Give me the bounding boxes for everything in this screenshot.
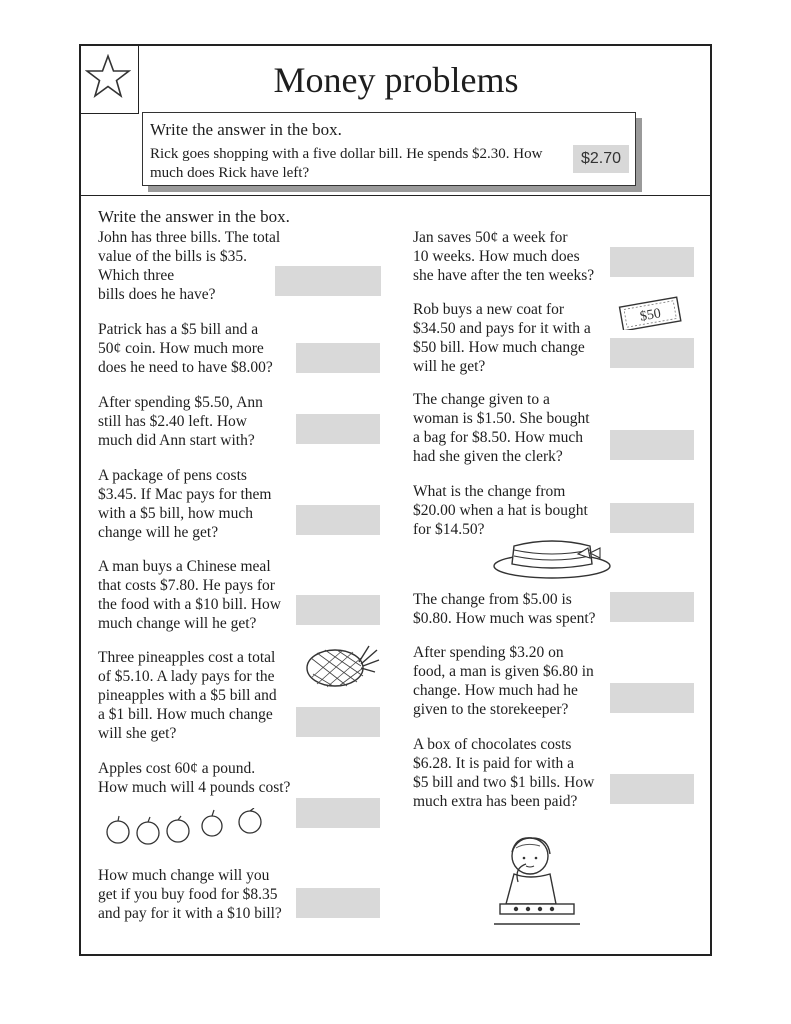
example-question: Rick goes shopping with a five dollar bill. He spends $2.30. How much does Rick have left?: [150, 146, 543, 181]
apples-icon: [104, 808, 270, 846]
answer-box-right-5[interactable]: [610, 592, 694, 622]
section-divider: [79, 195, 712, 196]
question-right-6: After spending $3.20 on food, a man is given $6.80 in change. How much had he given to the storekeeper?: [413, 644, 594, 718]
hat-icon: [490, 536, 614, 582]
answer-box-right-2[interactable]: [610, 338, 694, 368]
fifty-dollar-bill-icon: [617, 296, 683, 330]
question-right-5: The change from $5.00 is $0.80. How much was spent?: [413, 591, 596, 627]
pineapple-icon: [303, 640, 381, 692]
answer-box-right-1[interactable]: [610, 247, 694, 277]
question-left-5: A man buys a Chinese meal that costs $7.80. He pays for the food with a $10 bill. How much change will he get?: [98, 558, 281, 632]
question-left-2: Patrick has a $5 bill and a 50¢ coin. How much more does he need to have $8.00?: [98, 321, 273, 376]
question-left-8: How much change will you get if you buy food for $8.35 and pay for it with a $10 bill?: [98, 867, 282, 922]
answer-box-left-6[interactable]: [296, 707, 380, 737]
bill-label: $50: [638, 306, 663, 325]
question-left-1: John has three bills. The total value of the bills is $35. Which three bills does he have?: [98, 229, 281, 303]
section-instruction: Write the answer in the box.: [98, 207, 290, 226]
example-answer-box: $2.70: [573, 145, 629, 173]
star-corner: [79, 44, 139, 114]
question-right-7: A box of chocolates costs $6.28. It is paid for with a $5 bill and two $1 bills. How much extra has been paid?: [413, 736, 595, 810]
answer-box-left-4[interactable]: [296, 505, 380, 535]
answer-box-left-5[interactable]: [296, 595, 380, 625]
question-right-3: The change given to a woman is $1.50. She bought a bag for $8.50. How much had she given the clerk?: [413, 391, 590, 465]
page-title: Money problems: [273, 60, 519, 100]
question-left-3: After spending $5.50, Ann still has $2.40 left. How much did Ann start with?: [98, 394, 263, 449]
answer-box-left-7[interactable]: [296, 798, 380, 828]
question-left-4: A package of pens costs $3.45. If Mac pays for them with a $5 bill, how much change will he get?: [98, 467, 272, 541]
answer-box-left-1[interactable]: [275, 266, 381, 296]
answer-box-left-8[interactable]: [296, 888, 380, 918]
answer-box-right-3[interactable]: [610, 430, 694, 460]
question-left-6: Three pineapples cost a total of $5.10. A lady pays for the pineapples with a $5 bill and a $1 bill. How much change will she get?: [98, 649, 277, 742]
question-right-2: Rob buys a new coat for $34.50 and pays for it with a $50 bill. How much change will he get?: [413, 301, 591, 375]
answer-box-right-7[interactable]: [610, 774, 694, 804]
answer-box-right-4[interactable]: [610, 503, 694, 533]
question-right-1: Jan saves 50¢ a week for 10 weeks. How much does she have after the ten weeks?: [413, 229, 595, 284]
example-instruction: Write the answer in the box.: [150, 120, 342, 139]
answer-box-left-3[interactable]: [296, 414, 380, 444]
child-eating-icon: [492, 834, 584, 934]
answer-box-left-2[interactable]: [296, 343, 380, 373]
star-icon: [85, 54, 131, 100]
answer-box-right-6[interactable]: [610, 683, 694, 713]
question-left-7: Apples cost 60¢ a pound. How much will 4 pounds cost?: [98, 760, 291, 796]
question-right-4: What is the change from $20.00 when a hat is bought for $14.50?: [413, 483, 588, 538]
